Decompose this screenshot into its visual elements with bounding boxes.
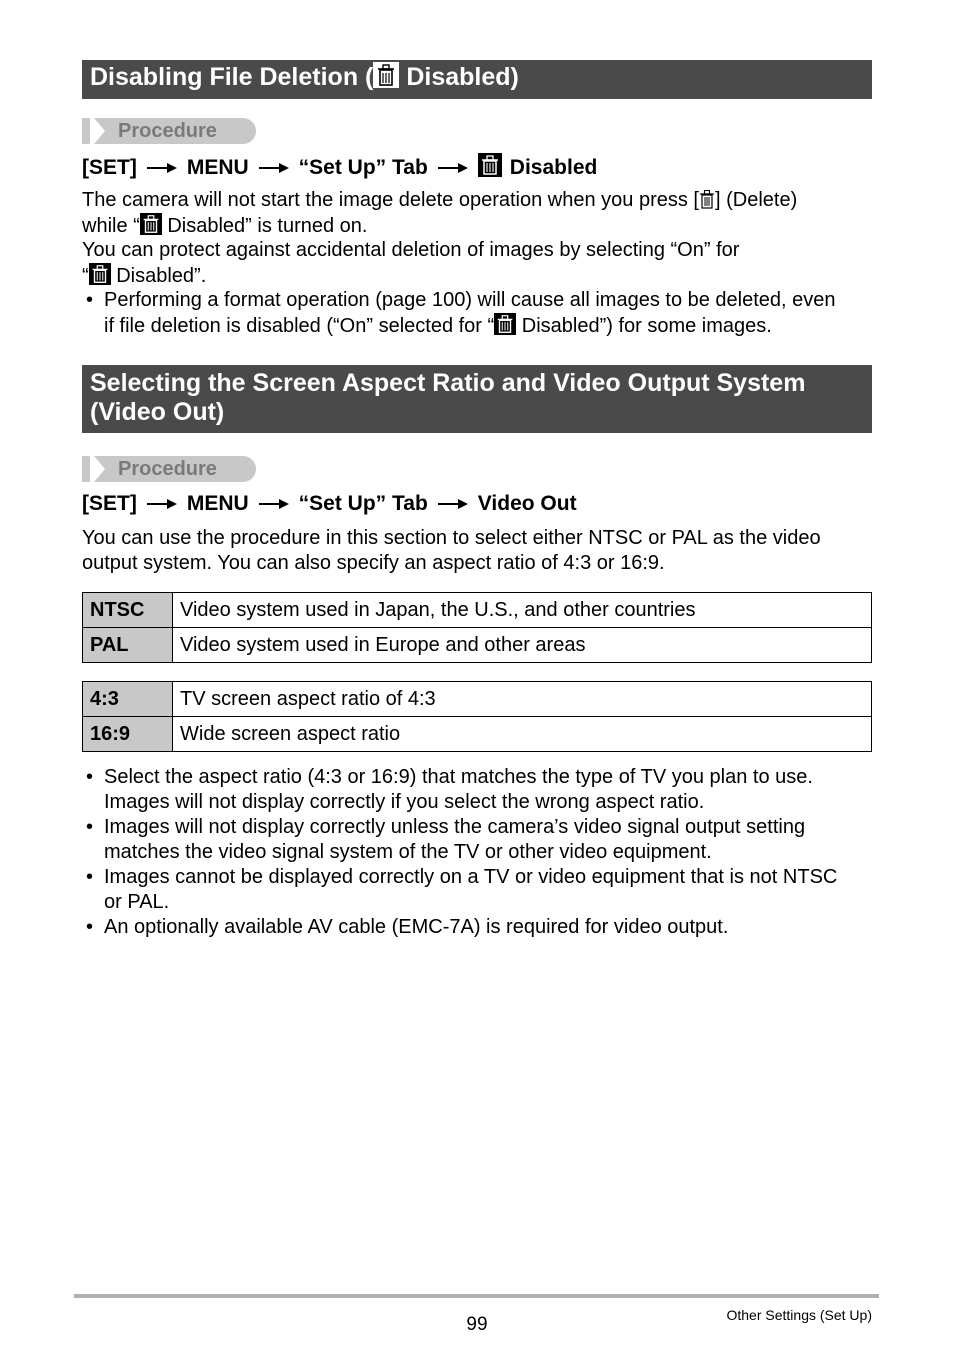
- arrow-right-icon: [147, 491, 177, 517]
- text-span: Disabled” is turned on.: [161, 215, 368, 237]
- bullet-text: Select the aspect ratio (4:3 or 16:9) that matches the type of TV you plan to use.: [104, 766, 813, 788]
- bullet-text: if file deletion is disabled (“On” selected for “ Disabled”) for some images.: [104, 313, 772, 342]
- page-number: 99: [466, 1314, 488, 1335]
- section-title-line: (Video Out): [90, 398, 225, 426]
- bullet-text: Images will not display correctly if you select the wrong aspect ratio.: [104, 791, 705, 813]
- table-row: [83, 628, 872, 663]
- table-key: NTSC: [83, 593, 173, 628]
- table-row: [83, 682, 872, 717]
- footer-section-label: Other Settings (Set Up): [726, 1307, 872, 1323]
- video-system-table: [82, 592, 872, 663]
- bullet-text: Images cannot be displayed correctly on a TV or video equipment that is not NTSC: [104, 866, 838, 888]
- trash-icon: [699, 189, 715, 216]
- table-key: PAL: [83, 628, 173, 663]
- arrow-right-icon: [438, 491, 468, 517]
- section-heading-video-out: [82, 365, 872, 433]
- table-row: [83, 717, 872, 752]
- bullet-text: Performing a format operation (page 100) will cause all images to be deleted, even: [104, 289, 836, 311]
- aspect-ratio-table: [82, 681, 872, 752]
- bullet-text: An optionally available AV cable (EMC-7A) is required for video output.: [104, 916, 729, 938]
- table-desc: Wide screen aspect ratio: [173, 717, 872, 752]
- arrow-right-icon: [147, 155, 177, 181]
- paragraph-line: You can use the procedure in this section to select either NTSC or PAL as the video: [82, 527, 821, 549]
- path-step: [SET]: [82, 156, 137, 179]
- footer-rule: [74, 1294, 879, 1298]
- path-step: MENU: [186, 492, 249, 515]
- path-step: “Set Up” Tab: [298, 156, 428, 179]
- bullet-text: matches the video signal system of the TV or other video equipment.: [104, 841, 712, 863]
- path-step: Disabled: [509, 156, 598, 179]
- text-span: The camera will not start the image delete operation when you press [: [82, 189, 699, 211]
- paragraph-line: You can protect against accidental deletion of images by selecting “On” for: [82, 239, 740, 261]
- table-desc: Video system used in Europe and other areas: [173, 628, 872, 663]
- text-span: ] (Delete): [715, 189, 798, 211]
- table-key: 16:9: [83, 717, 173, 752]
- table-desc: TV screen aspect ratio of 4:3: [173, 682, 872, 717]
- trash-icon: [478, 153, 502, 184]
- path-step: “Set Up” Tab: [298, 492, 428, 515]
- procedure-label: [82, 456, 256, 482]
- arrow-right-icon: [438, 155, 468, 181]
- section-title-line: Selecting the Screen Aspect Ratio and Video Output System: [90, 369, 806, 397]
- path-step: [SET]: [82, 492, 137, 515]
- path-step: MENU: [186, 156, 249, 179]
- text-span: while “: [82, 215, 140, 237]
- table-row: [83, 593, 872, 628]
- trash-icon: [373, 62, 399, 95]
- text-span: Disabled”.: [110, 265, 207, 287]
- menu-path: [82, 153, 597, 184]
- text-span: “: [82, 265, 89, 287]
- section-title-part: Disabling File Deletion (: [90, 63, 374, 91]
- procedure-label: [82, 118, 256, 144]
- procedure-label-text: Procedure: [118, 120, 217, 142]
- procedure-label-text: Procedure: [118, 458, 217, 480]
- bullet-text: Images will not display correctly unless the camera’s video signal output setting: [104, 816, 806, 838]
- arrow-right-icon: [259, 155, 289, 181]
- table-desc: Video system used in Japan, the U.S., and other countries: [173, 593, 872, 628]
- trash-icon: [494, 313, 516, 342]
- path-step: Video Out: [477, 492, 577, 515]
- table-key: 4:3: [83, 682, 173, 717]
- arrow-right-icon: [259, 491, 289, 517]
- section-heading-file-deletion: [82, 60, 872, 99]
- section-title-part: Disabled): [399, 63, 519, 91]
- menu-path: [82, 491, 577, 517]
- bullet-text: or PAL.: [104, 891, 170, 913]
- paragraph-line: [82, 188, 797, 216]
- paragraph-line: output system. You can also specify an aspect ratio of 4:3 or 16:9.: [82, 552, 665, 574]
